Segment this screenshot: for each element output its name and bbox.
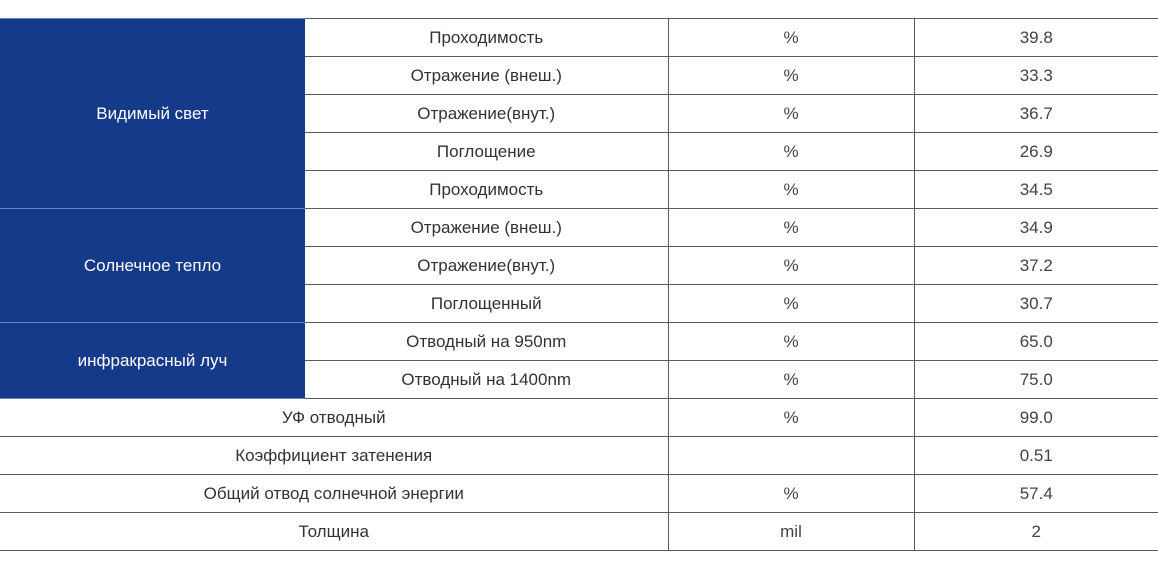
table-row (0, 209, 1158, 247)
group-label-infrared: инфракрасный луч (0, 323, 305, 399)
unit-cell: % (668, 247, 914, 285)
table-row (0, 437, 1158, 475)
property-cell: Проходимость (305, 19, 668, 57)
table-row (0, 323, 1158, 361)
unit-cell (668, 437, 914, 475)
unit-cell: % (668, 133, 914, 171)
unit-cell: % (668, 19, 914, 57)
spec-table (0, 18, 1158, 551)
property-cell: Отражение (внеш.) (305, 57, 668, 95)
property-cell: УФ отводный (0, 399, 668, 437)
unit-cell: % (668, 475, 914, 513)
unit-cell: % (668, 323, 914, 361)
property-cell: Поглощение (305, 133, 668, 171)
property-cell: Отводный на 950nm (305, 323, 668, 361)
unit-cell: % (668, 95, 914, 133)
value-cell: 99.0 (914, 399, 1158, 437)
value-cell: 30.7 (914, 285, 1158, 323)
property-cell: Толщина (0, 513, 668, 551)
value-cell: 34.5 (914, 171, 1158, 209)
unit-cell: % (668, 361, 914, 399)
table-row (0, 513, 1158, 551)
value-cell: 65.0 (914, 323, 1158, 361)
unit-cell: mil (668, 513, 914, 551)
table-row (0, 399, 1158, 437)
property-cell: Общий отвод солнечной энергии (0, 475, 668, 513)
value-cell: 2 (914, 513, 1158, 551)
value-cell: 0.51 (914, 437, 1158, 475)
property-cell: Коэффициент затенения (0, 437, 668, 475)
value-cell: 39.8 (914, 19, 1158, 57)
value-cell: 33.3 (914, 57, 1158, 95)
value-cell: 26.9 (914, 133, 1158, 171)
spec-table-body (0, 19, 1158, 551)
unit-cell: % (668, 171, 914, 209)
property-cell: Отводный на 1400nm (305, 361, 668, 399)
property-cell: Отражение(внут.) (305, 95, 668, 133)
value-cell: 57.4 (914, 475, 1158, 513)
property-cell: Отражение(внут.) (305, 247, 668, 285)
value-cell: 34.9 (914, 209, 1158, 247)
property-cell: Проходимость (305, 171, 668, 209)
value-cell: 75.0 (914, 361, 1158, 399)
property-cell: Отражение (внеш.) (305, 209, 668, 247)
table-row (0, 475, 1158, 513)
unit-cell: % (668, 57, 914, 95)
group-label-solar-heat: Солнечное тепло (0, 209, 305, 323)
unit-cell: % (668, 285, 914, 323)
table-row (0, 19, 1158, 57)
unit-cell: % (668, 209, 914, 247)
property-cell: Поглощенный (305, 285, 668, 323)
group-label-visible-light: Видимый свет (0, 19, 305, 209)
value-cell: 37.2 (914, 247, 1158, 285)
value-cell: 36.7 (914, 95, 1158, 133)
unit-cell: % (668, 399, 914, 437)
